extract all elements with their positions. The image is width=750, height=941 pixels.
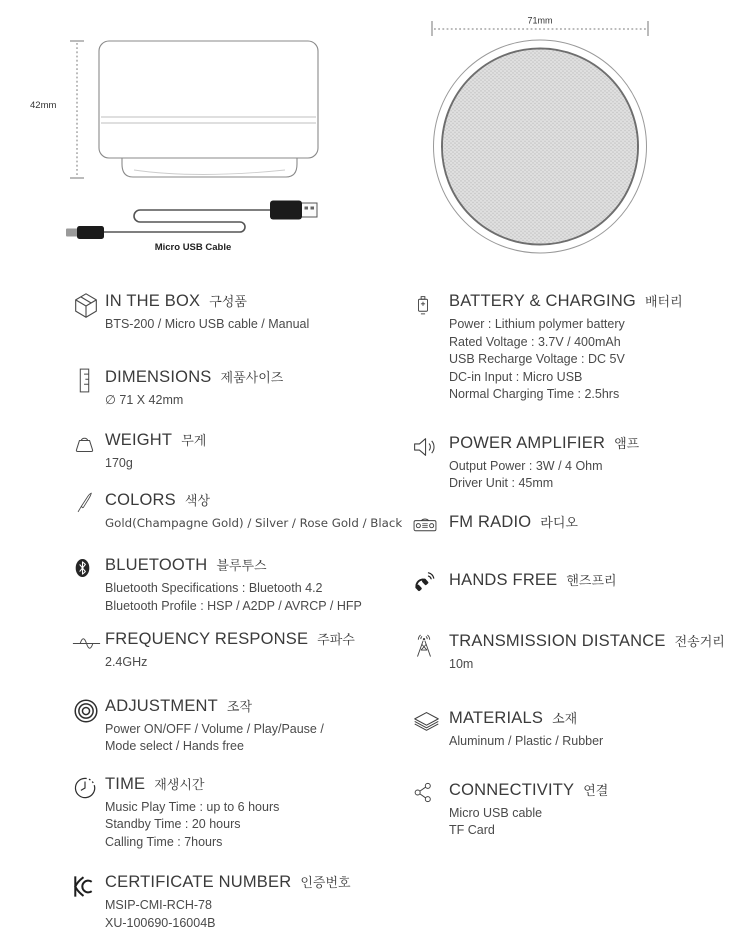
- side-view-diagram: [30, 41, 318, 253]
- kc-certification-icon: [60, 871, 105, 901]
- antenna-icon: [405, 630, 449, 661]
- spec-detail-line: Driver Unit : 45mm: [449, 476, 554, 490]
- spec-title: BLUETOOTH: [105, 556, 208, 574]
- spec-detail-line: TF Card: [449, 823, 495, 837]
- column-left: [60, 290, 405, 932]
- spec-heading: [105, 871, 351, 894]
- battery-icon: [405, 290, 449, 321]
- spec-subtitle-korean: 재생시간: [154, 776, 205, 792]
- frequency-wave-icon: [60, 628, 105, 658]
- spec-heading: [105, 773, 279, 796]
- spec-section: [405, 630, 750, 674]
- speaker-body-outline: [99, 41, 318, 158]
- spec-section: [405, 432, 750, 493]
- spec-heading: [105, 628, 355, 651]
- height-dimension-label: 42mm: [30, 100, 57, 111]
- ruler-icon: [60, 366, 105, 394]
- spec-heading: [105, 366, 283, 389]
- spec-section: [60, 489, 405, 533]
- spec-heading: [105, 695, 324, 718]
- spec-detail-line: DC-in Input : Micro USB: [449, 369, 583, 384]
- spec-detail-line: Music Play Time : up to 6 hours: [105, 799, 280, 814]
- spec-detail-line: 2.4GHz: [105, 655, 148, 669]
- spec-title: FM RADIO: [449, 512, 532, 531]
- spec-section: [405, 290, 750, 404]
- spec-detail-line: Bluetooth Specifications : Bluetooth 4.2: [105, 581, 323, 595]
- spec-subtitle-korean: 제품사이즈: [220, 369, 284, 385]
- spec-section: [405, 779, 750, 840]
- knob-icon: [60, 695, 105, 726]
- brush-icon: [60, 489, 105, 515]
- spec-title: DIMENSIONS: [105, 367, 212, 386]
- connectivity-nodes-icon: [405, 779, 449, 805]
- spec-detail-line: Mode select / Hands free: [105, 739, 244, 753]
- spec-heading: [449, 779, 608, 802]
- cable-label: Micro USB Cable: [154, 242, 232, 253]
- spec-detail-line: USB Recharge Voltage : DC 5V: [449, 352, 625, 366]
- spec-heading: [105, 489, 402, 512]
- spec-section: [60, 429, 405, 473]
- spec-subtitle-korean: 블루투스: [216, 558, 267, 573]
- spec-heading: [449, 432, 639, 455]
- spec-detail-line: Micro USB cable: [449, 805, 543, 820]
- spec-title: BATTERY & CHARGING: [449, 292, 636, 310]
- spec-subtitle-korean: 전송거리: [674, 633, 725, 649]
- spec-subtitle-korean: 조작: [226, 698, 253, 714]
- micro-usb-connector: [77, 226, 104, 239]
- spec-subtitle-korean: 배터리: [644, 294, 683, 309]
- handsfree-phone-icon: [405, 569, 449, 596]
- usb-cable-drawing: [66, 201, 317, 240]
- spec-section: [60, 366, 405, 410]
- spec-title: TIME: [105, 774, 146, 793]
- spec-heading: [105, 554, 362, 577]
- spec-heading: [449, 569, 617, 592]
- weight-icon: [60, 429, 105, 457]
- spec-title: CONNECTIVITY: [449, 780, 575, 799]
- spec-detail-line: Bluetooth Profile : HSP / A2DP / AVRCP / HFP: [105, 598, 362, 613]
- spec-detail-line: Calling Time : 7hours: [105, 834, 223, 849]
- spec-title: WEIGHT: [105, 431, 173, 449]
- spec-section: [60, 290, 405, 334]
- spec-detail-line: Power ON/OFF / Volume / Play/Pause /: [105, 721, 324, 736]
- spec-title: TRANSMISSION DISTANCE: [449, 631, 666, 650]
- spec-heading: [449, 630, 725, 653]
- spec-subtitle-korean: 색상: [184, 492, 211, 508]
- height-dimension-line: [70, 41, 84, 178]
- spec-heading: [449, 707, 603, 730]
- spec-subtitle-korean: 인증번호: [300, 875, 351, 890]
- spec-section: [405, 569, 750, 596]
- spec-section: [60, 628, 405, 672]
- spec-section: [60, 871, 405, 932]
- spec-title: POWER AMPLIFIER: [449, 433, 606, 452]
- radio-icon: [405, 511, 449, 537]
- spec-detail-line: XU-100690-16004B: [105, 915, 216, 930]
- spec-section: [60, 554, 405, 615]
- spec-heading: [105, 429, 206, 452]
- spec-detail-line: 170g: [105, 456, 133, 470]
- spec-section: [405, 707, 750, 751]
- spec-title: ADJUSTMENT: [105, 696, 218, 715]
- spec-section: [405, 511, 750, 537]
- spec-subtitle-korean: 라디오: [540, 514, 578, 530]
- spec-detail-line: Normal Charging Time : 2.5hrs: [449, 387, 620, 401]
- bluetooth-icon: [60, 554, 105, 581]
- spec-subtitle-korean: 주파수: [317, 632, 355, 647]
- spec-subtitle-korean: 구성품: [209, 294, 247, 309]
- speaker-icon: [405, 432, 449, 461]
- spec-title: COLORS: [105, 490, 176, 509]
- spec-section: [60, 695, 405, 756]
- spec-detail-line: BTS-200 / Micro USB cable / Manual: [105, 317, 310, 331]
- spec-subtitle-korean: 연결: [583, 782, 609, 798]
- spec-detail-line: Power : Lithium polymer battery: [449, 317, 625, 331]
- spec-heading: [449, 511, 578, 534]
- usb-a-connector: [270, 201, 302, 220]
- spec-heading: [449, 290, 683, 313]
- spec-section: [60, 773, 405, 852]
- layers-icon: [405, 707, 449, 737]
- top-view-diagram: [432, 14, 648, 253]
- spec-heading: [105, 290, 309, 313]
- spec-subtitle-korean: 앰프: [614, 435, 640, 451]
- spec-title: MATERIALS: [449, 709, 544, 727]
- spec-detail-line: MSIP-CMI-RCH-78: [105, 898, 212, 912]
- spec-detail-line: Gold(Champagne Gold) / Silver / Rose Gold / Black: [105, 515, 403, 530]
- spec-detail-line: Aluminum / Plastic / Rubber: [449, 734, 604, 748]
- spec-title: CERTIFICATE NUMBER: [105, 873, 292, 891]
- spec-subtitle-korean: 핸즈프리: [566, 572, 617, 588]
- usb-a-metal-tip: [301, 203, 317, 217]
- spec-detail-line: Output Power : 3W / 4 Ohm: [449, 458, 603, 473]
- spec-detail-line: Standby Time : 20 hours: [105, 817, 241, 831]
- spec-title: HANDS FREE: [449, 570, 558, 589]
- spec-detail-line: 10m: [449, 656, 474, 671]
- column-right: [405, 290, 750, 840]
- box-icon: [60, 290, 105, 321]
- spec-title: IN THE BOX: [105, 292, 201, 310]
- clock-icon: [60, 773, 105, 802]
- spec-subtitle-korean: 무게: [181, 433, 207, 448]
- diameter-dimension-label: 71mm: [527, 15, 553, 26]
- spec-detail-line: Rated Voltage : 3.7V / 400mAh: [449, 334, 621, 349]
- spec-title: FREQUENCY RESPONSE: [105, 630, 309, 648]
- spec-detail-line: ∅ 71 X 42mm: [105, 392, 184, 407]
- spec-subtitle-korean: 소재: [552, 711, 578, 726]
- product-diagrams: [0, 0, 750, 278]
